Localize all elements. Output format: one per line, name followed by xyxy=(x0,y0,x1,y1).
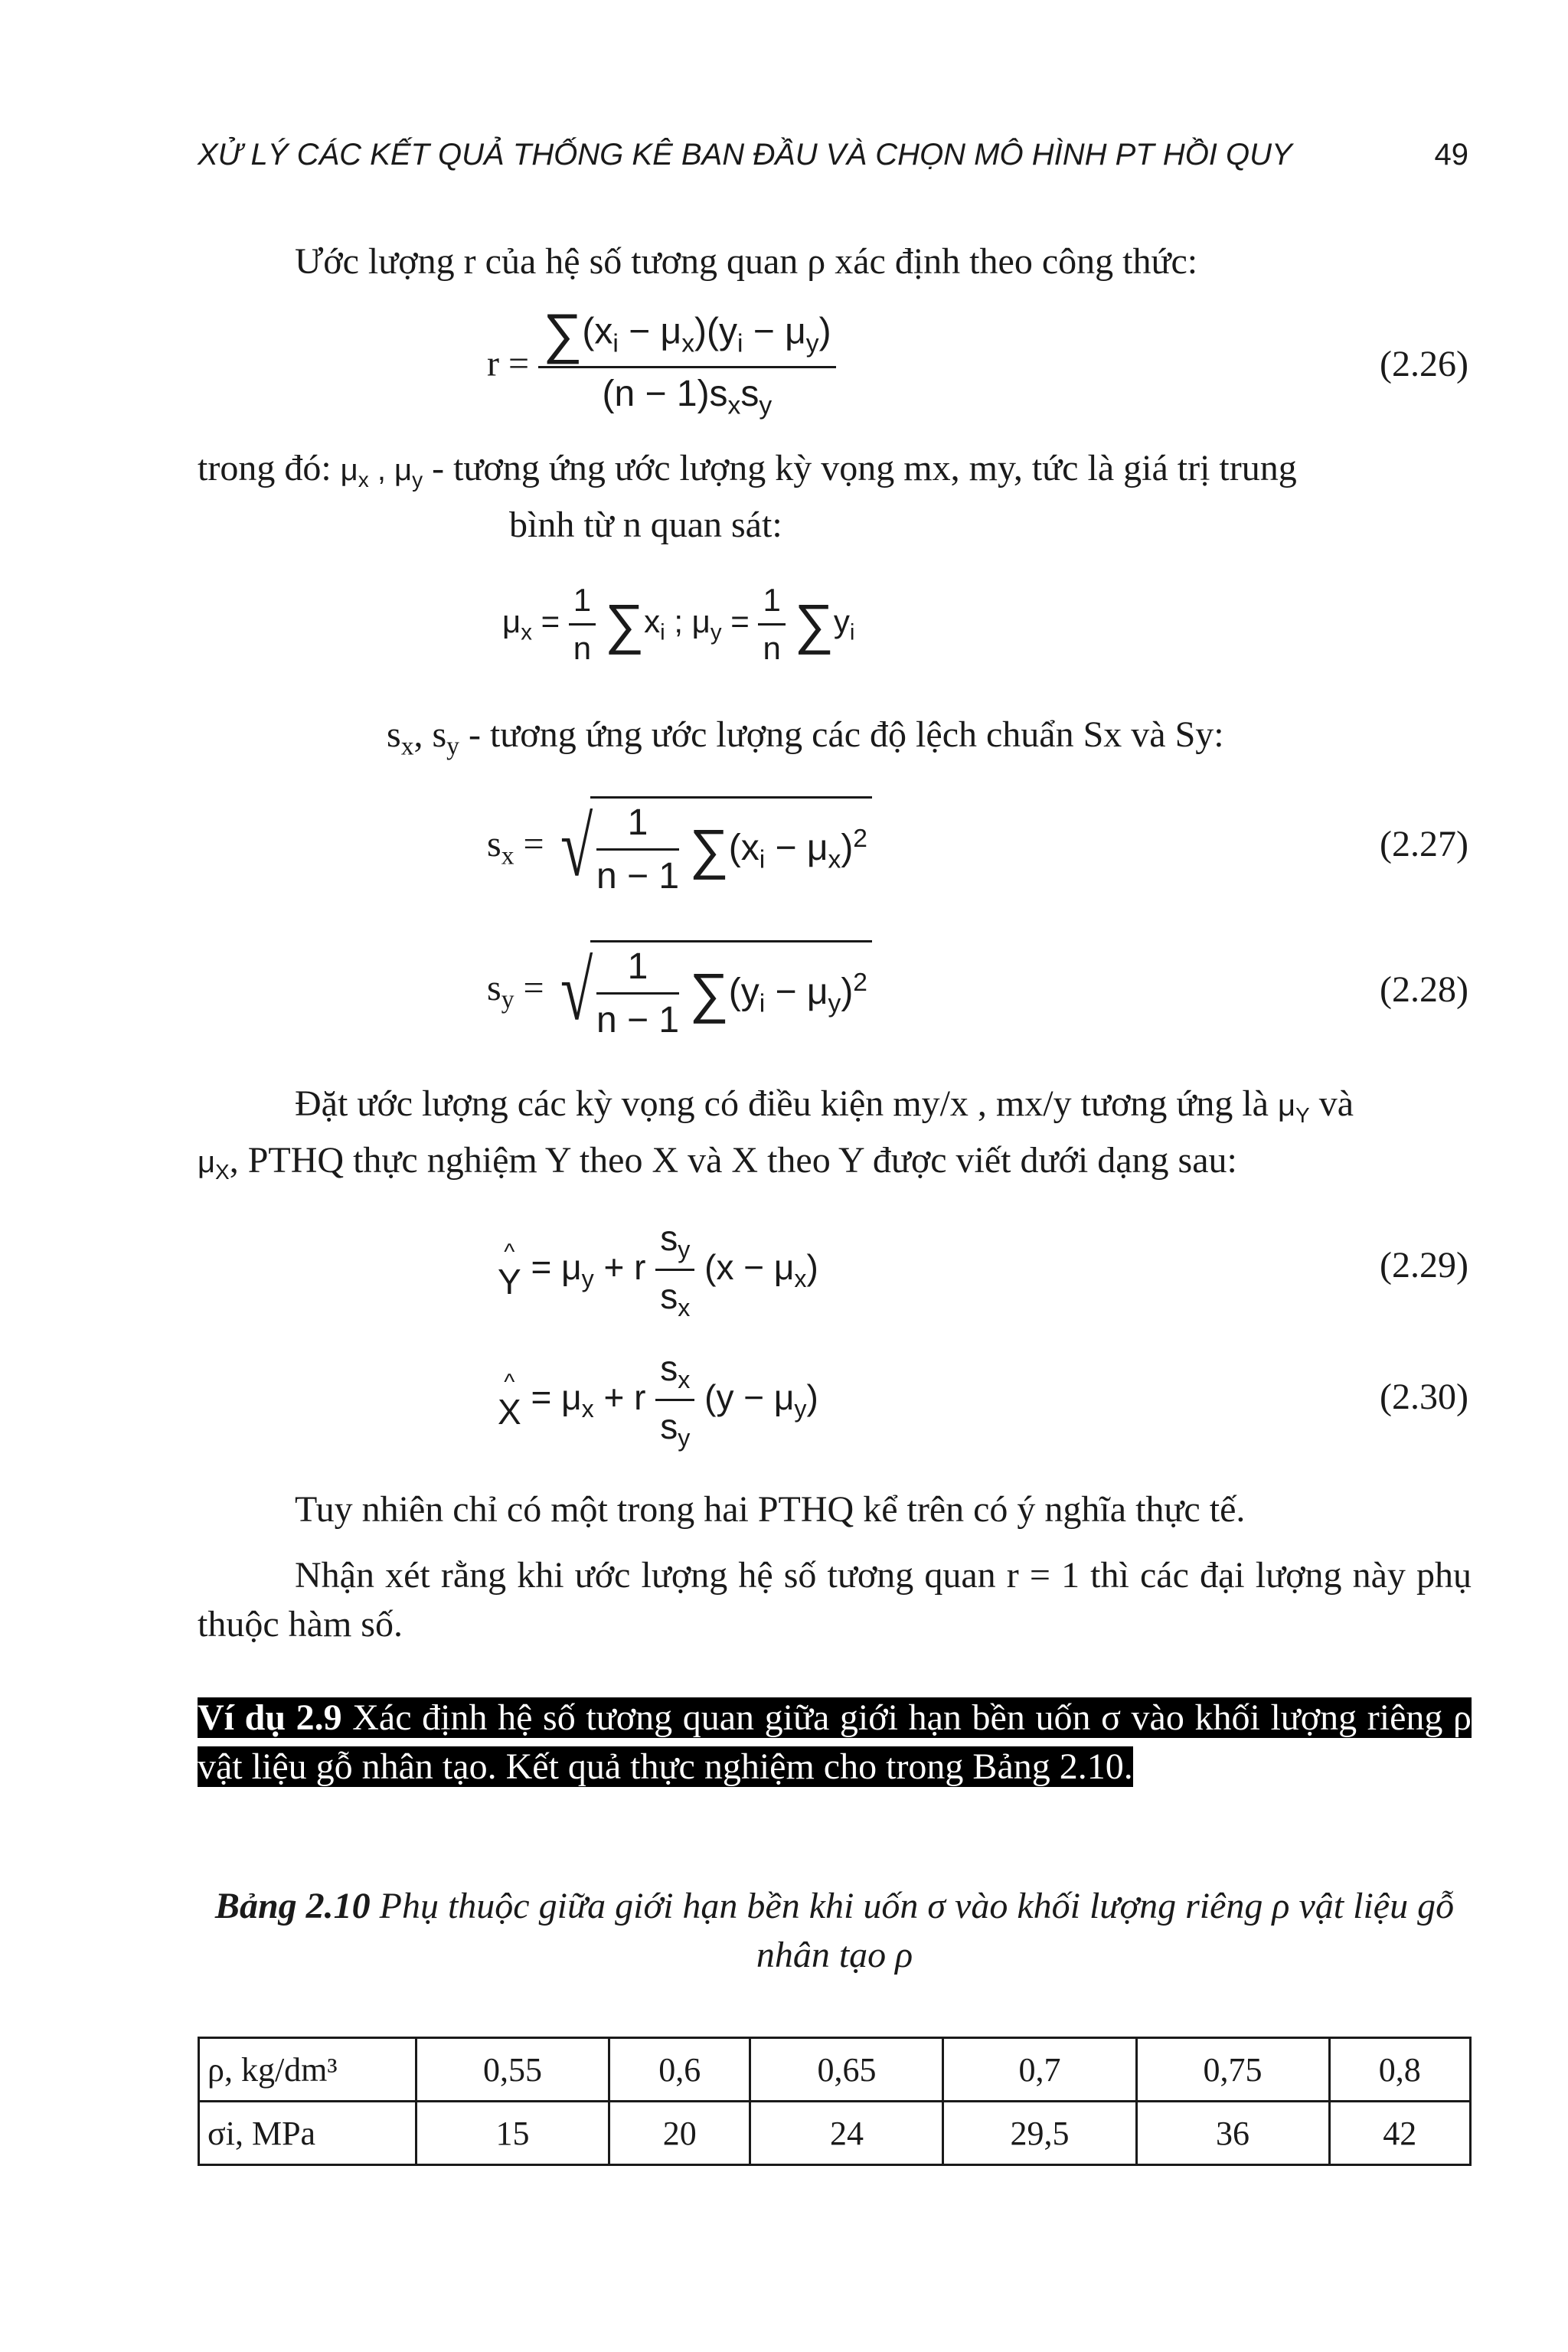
equation-2-28: $s_y$ = √ $\frac{1}{n - 1}$ $\sum(y_i - \mu_y)^2$ xyxy=(487,940,872,1041)
paragraph-conditional: Đặt ước lượng các kỳ vọng có điều kiện my/x , mx/y tương ứng là $\mu_Y$ và xyxy=(295,1083,1354,1127)
paragraph-conditional-cont: $\mu_X$, PTHQ thực nghiệm Y theo X và X theo Y được viết dưới dạng sau: xyxy=(198,1140,1237,1184)
table-cell: 24 xyxy=(750,2102,943,2165)
table-cell: 0,6 xyxy=(609,2038,750,2102)
row-label-strength: σi, MPa xyxy=(199,2102,416,2165)
caption-label: Bảng 2.10 xyxy=(214,1886,371,1926)
table-cell: 0,65 xyxy=(750,2038,943,2102)
header-title: XỬ LÝ CÁC KẾT QUẢ THỐNG KÊ BAN ĐẦU VÀ CHỌN MÔ HÌNH PT HỒI QUY xyxy=(198,138,1292,172)
row-label-density: ρ, kg/dm³ xyxy=(199,2038,416,2102)
caption-text: Phụ thuộc giữa giới hạn bền khi uốn σ vào khối lượng riêng ρ vật liệu gỗ nhân tạo ρ xyxy=(370,1886,1455,1975)
table-cell: 0,7 xyxy=(943,2038,1136,2102)
table-cell: 29,5 xyxy=(943,2102,1136,2165)
example-label: Ví dụ 2.9 xyxy=(198,1697,342,1738)
equation-number: (2.29) xyxy=(1380,1245,1468,1285)
running-header xyxy=(198,138,1468,172)
equation-number: (2.27) xyxy=(1380,824,1468,864)
equation-number: (2.26) xyxy=(1380,344,1468,384)
table-cell: 0,75 xyxy=(1136,2038,1329,2102)
table-cell: 42 xyxy=(1329,2102,1470,2165)
equation-number: (2.30) xyxy=(1380,1377,1468,1417)
table-cell: 36 xyxy=(1136,2102,1329,2165)
table-cell: 0,55 xyxy=(416,2038,609,2102)
table-caption xyxy=(198,1882,1472,1980)
equation-number: (2.28) xyxy=(1380,969,1468,1010)
paragraph-std: $s_x$, $s_y$ - tương ứng ước lượng các độ lệch chuẩn Sx và Sy: xyxy=(387,714,1224,761)
table-cell: 20 xyxy=(609,2102,750,2165)
equation-2-29: ^ $Y = \mu_y + r$ $\frac{s_y}{s_x}$ $(x - \mu_x)$ xyxy=(498,1218,818,1322)
paragraph-where-cont: bình từ n quan sát: xyxy=(509,505,782,545)
example-text: Xác định hệ số tương quan giữa giới hạn bền uốn σ vào khối lượng riêng ρ vật liệu gỗ nhân tạo. Kết quả thực nghiệm cho trong Bảng 2.10. xyxy=(198,1697,1472,1787)
table-cell: 15 xyxy=(416,2102,609,2165)
equation-2-27: $s_x$ = √ $\frac{1}{n - 1}$ $\sum(x_i - \mu_x)^2$ xyxy=(487,796,872,897)
equation-means: $\mu_x$ = $\frac{1}{n}$ $\sum x_i$ ; $\mu_y$ = $\frac{1}{n}$ $\sum y_i$ xyxy=(502,582,855,666)
equation-2-30: ^ $X = \mu_x + r$ $\frac{s_x}{s_y}$ $(y - \mu_y)$ xyxy=(498,1348,818,1452)
table-row xyxy=(199,2038,1471,2102)
table-row xyxy=(199,2102,1471,2165)
example-block xyxy=(198,1694,1472,1792)
page-number: 49 xyxy=(1434,138,1468,172)
table-cell: 0,8 xyxy=(1329,2038,1470,2102)
equation-2-26: r = $\frac{\sum(x_i - \mu_x)(y_i - \mu_y)}{(n - 1)s_xs_y}$ xyxy=(487,306,836,421)
paragraph-note: Tuy nhiên chỉ có một trong hai PTHQ kể trên có ý nghĩa thực tế. xyxy=(295,1489,1246,1530)
paragraph-intro: Ước lượng r của hệ số tương quan ρ xác định theo công thức: xyxy=(295,241,1198,282)
data-table xyxy=(198,2037,1472,2166)
paragraph-where: trong đó: $\mu_x$ , $\mu_y$ - tương ứng ước lượng kỳ vọng mx, my, tức là giá trị trung xyxy=(198,448,1297,492)
paragraph-remark: Nhận xét rằng khi ước lượng hệ số tương quan r = 1 thì các đại lượng này phụ thuộc hàm số. xyxy=(198,1555,1472,1645)
